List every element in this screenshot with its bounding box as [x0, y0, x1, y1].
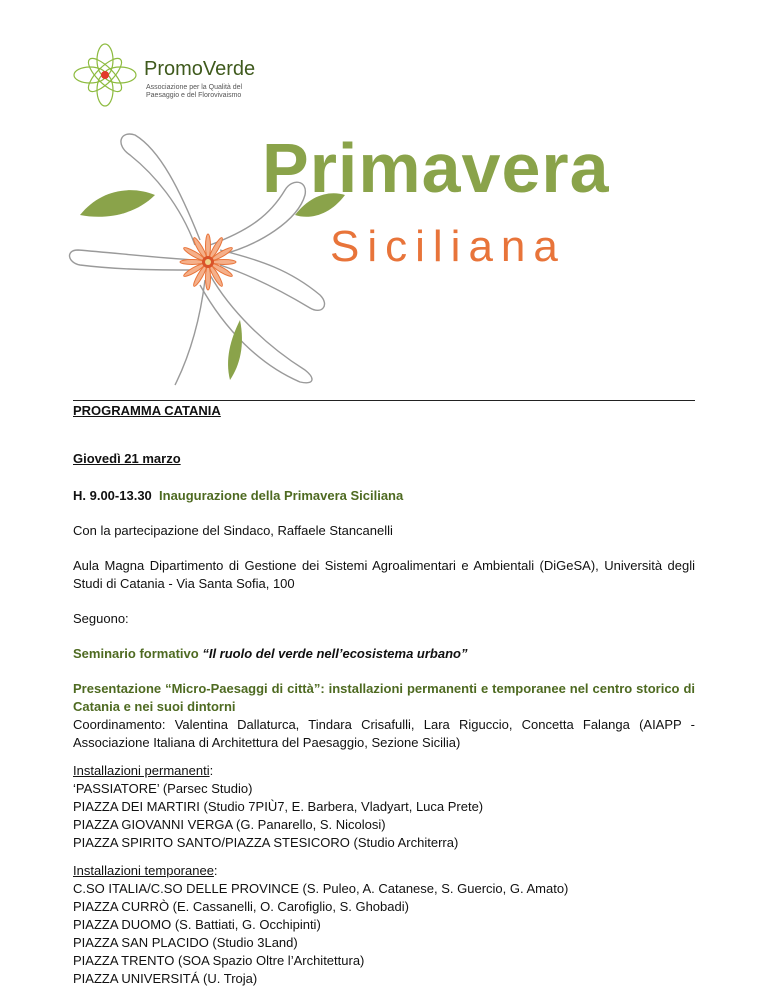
participation-text: Con la partecipazione del Sindaco, Raffaele Stancanelli — [73, 523, 393, 538]
seminar-title: “Il ruolo del verde nell’ecosistema urbano” — [202, 646, 468, 661]
follows-text: Seguono: — [73, 611, 129, 626]
list-item: ‘PASSIATORE’ (Parsec Studio) — [73, 781, 253, 796]
list-item: PIAZZA UNIVERSITÁ (U. Troja) — [73, 971, 258, 986]
list-item: PIAZZA DUOMO (S. Battiati, G. Occhipinti) — [73, 917, 321, 932]
divider — [73, 400, 695, 401]
event-day: Giovedì 21 marzo — [73, 451, 181, 466]
list-item: PIAZZA DEI MARTIRI (Studio 7PIÙ7, E. Barbera, Vladyart, Luca Prete) — [73, 799, 484, 814]
logo-name: PromoVerde — [144, 58, 256, 80]
program-content — [73, 402, 695, 988]
event-time: H. 9.00-13.30 — [73, 488, 152, 503]
list-item: PIAZZA CURRÒ (E. Cassanelli, O. Carofiglio, S. Ghobadi) — [73, 899, 409, 914]
list-item: PIAZZA GIOVANNI VERGA (G. Panarello, S. Nicolosi) — [73, 817, 386, 832]
seminar-prefix: Seminario formativo — [73, 646, 199, 661]
banner-title: Primavera — [262, 129, 610, 207]
temporary-installations: Installazioni temporanee: C.SO ITALIA/C.SO DELLE PROVINCE (S. Puleo, A. Catanese, S. Guercio, G. Amato) PIAZZA CURRÒ (E. Cassanelli, O. Carofiglio, S. Ghobadi) PIAZZA DUOMO (S. Battiati, G. Occhipinti) PIAZZA SAN PLACIDO (Studio 3Land) PIAZZA TRENTO (SOA Spazio Oltre l’Architettura) PIAZZA UNIVERSITÁ (U. Troja) — [73, 862, 695, 988]
temporary-heading: Installazioni temporanee — [73, 863, 214, 878]
list-item: PIAZZA SPIRITO SANTO/PIAZZA STESICORO (Studio Architerra) — [73, 835, 459, 850]
permanent-installations: Installazioni permanenti: ‘PASSIATORE’ (Parsec Studio) PIAZZA DEI MARTIRI (Studio 7PIÙ7, E. Barbera, Vladyart, Luca Prete) PIAZZA GIOVANNI VERGA (G. Panarello, S. Nicolosi) PIAZZA SPIRITO SANTO/PIAZZA STESICORO (Studio Architerra) — [73, 762, 695, 852]
coordination-text: Coordinamento: Valentina Dallaturca, Tindara Crisafulli, Lara Riguccio, Concetta Falanga (AIAPP - Associazione Italiana di Architettura del Paesaggio, Sezione Sicilia) — [73, 717, 695, 750]
permanent-heading: Installazioni permanenti — [73, 763, 210, 778]
event-title: Inaugurazione della Primavera Siciliana — [159, 488, 404, 503]
list-item: PIAZZA TRENTO (SOA Spazio Oltre l’Architettura) — [73, 953, 365, 968]
banner-subtitle: Siciliana — [330, 222, 566, 271]
list-item: PIAZZA SAN PLACIDO (Studio 3Land) — [73, 935, 298, 950]
logo-subtitle: Associazione per la Qualità del Paesaggio e del Florovivaismo — [146, 84, 243, 99]
promoverde-logo — [70, 40, 270, 110]
program-title: PROGRAMMA CATANIA — [73, 403, 221, 418]
flower-logo-icon — [70, 40, 140, 110]
venue-text: Aula Magna Dipartimento di Gestione dei Sistemi Agroalimentari e Ambientali (DiGeSA), Università degli Studi di Catania - Via Santa Sofia, 100 — [73, 558, 695, 591]
presentation-text: Presentazione “Micro-Paesaggi di città”: installazioni permanenti e temporanee nel centro storico di Catania e nei suoi dintorni — [73, 681, 695, 714]
list-item: C.SO ITALIA/C.SO DELLE PROVINCE (S. Puleo, A. Catanese, S. Guercio, G. Amato) — [73, 881, 569, 896]
